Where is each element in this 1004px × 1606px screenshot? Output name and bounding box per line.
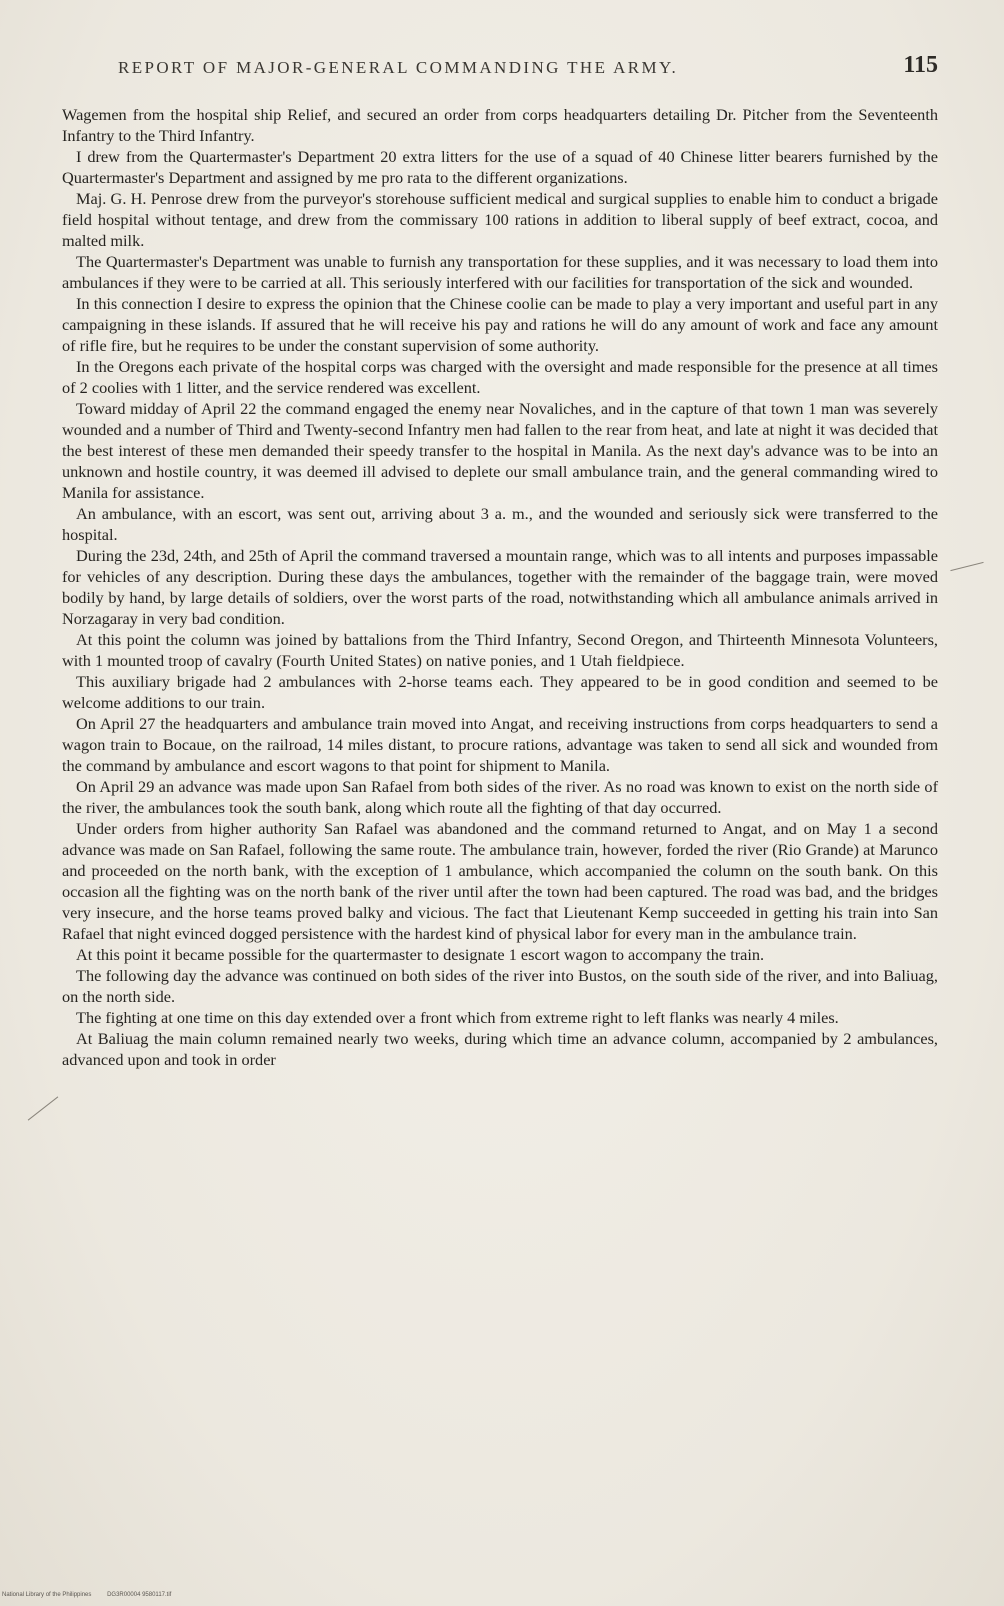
paragraph: On April 29 an advance was made upon San Rafael from both sides of the river. As no road was known to exist on the north side of the river, the ambulances took the south bank, along which route all the fighting of that day occurred. [62,777,938,817]
page-header [118,52,938,86]
paragraph: Maj. G. H. Penrose drew from the purveyor's storehouse sufficient medical and surgical supplies to enable him to conduct a brigade field hospital without tentage, and drew from the commissary 100 rations in addition to liberal supply of beef extract, cocoa, and malted milk. [62,189,938,250]
paragraph: The fighting at one time on this day extended over a front which from extreme right to left flanks was nearly 4 miles. [76,1008,839,1027]
paragraph: On April 27 the headquarters and ambulance train moved into Angat, and receiving instructions from corps headquarters to send a wagon train to Bocaue, on the railroad, 14 miles distant, to procure rations, advantage was taken to send all sick and wounded from the command by ambulance and escort wagons to that point for shipment to Manila. [62,714,938,775]
paragraph: In this connection I desire to express the opinion that the Chinese coolie can be made to play a very important and useful part in any campaigning in these islands. If assured that he will receive his pay and rations he will do any amount of work and face any amount of rifle fire, but he requires to be under the constant supervision of some authority. [62,294,938,355]
page-number: 115 [903,52,938,78]
paragraph: This auxiliary brigade had 2 ambulances with 2-horse teams each. They appeared to be in good condition and seemed to be welcome additions to our train. [62,672,938,712]
paragraph: During the 23d, 24th, and 25th of April the command traversed a mountain range, which was to all intents and purposes impassable for vehicles of any description. During these days the ambulances, together with the remainder of the baggage train, were moved bodily by hand, by large details of soldiers, over the worst parts of the road, notwithstanding which all ambulance animals arrived in Norzagaray in very bad condition. [62,546,938,628]
running-head: REPORT OF MAJOR-GENERAL COMMANDING THE ARMY. [118,58,679,77]
paragraph: Under orders from higher authority San Rafael was abandoned and the command returned to Angat, and on May 1 a second advance was made on San Rafael, following the same route. The ambulance train, however, forded the river (Rio Grande) at Marunco and proceeded on the north bank, with the exception of 1 ambulance, which accompanied the column on the south bank. On this occasion all the fighting was on the north bank of the river until after the town had been captured. The road was bad, and the bridges very insecure, and the horse teams proved balky and vicious. The fact that Lieutenant Kemp succeeded in getting his train into San Rafael that night evinced dogged persistence with the hardest kind of physical labor for every man in the ambulance train. [62,819,938,943]
paragraph: The following day the advance was continued on both sides of the river into Bustos, on the south side of the river, and into Baliuag, on the north side. [62,966,938,1006]
paragraph: An ambulance, with an escort, was sent out, arriving about 3 a. m., and the wounded and seriously sick were transferred to the hospital. [62,504,938,544]
paragraph: Wagemen from the hospital ship Relief, and secured an order from corps headquarters detailing Dr. Pitcher from the Seventeenth Infantry to the Third Infantry. [62,105,938,145]
paragraph: The Quartermaster's Department was unable to furnish any transportation for these supplies, and it was necessary to load them into ambulances if they were to be carried at all. This seriously interfered with our facilities for transportation of the sick and wounded. [62,252,938,292]
margin-pencil-mark [950,562,983,571]
body-text [62,104,938,1070]
paragraph: At this point it became possible for the quartermaster to designate 1 escort wagon to accompany the train. [76,945,765,964]
library-credit: National Library of the Philippines [2,1592,92,1598]
paragraph: At this point the column was joined by battalions from the Third Infantry, Second Oregon, and Thirteenth Minnesota Volunteers, with 1 mounted troop of cavalry (Fourth United States) on native ponies, and 1 Utah fieldpiece. [62,630,938,670]
paragraph: Toward midday of April 22 the command engaged the enemy near Novaliches, and in the capture of that town 1 man was severely wounded and a number of Third and Twenty-second Infantry men had fallen to the rear from heat, and late at night it was decided that the best interest of these men demanded their speedy transfer to the hospital in Manila. As the next day's advance was to be into an unknown and hostile country, it was deemed ill advised to deplete our small ambulance train, and the general commanding wired to Manila for assistance. [62,399,938,502]
paragraph: I drew from the Quartermaster's Department 20 extra litters for the use of a squad of 40 Chinese litter bearers furnished by the Quartermaster's Department and assigned by me pro rata to the different organizations. [62,147,938,187]
scan-id: DG3R00004 9580117.tif [107,1592,172,1598]
scan-footer [2,1592,185,1598]
paragraph: In the Oregons each private of the hospital corps was charged with the oversight and made responsible for the presence at all times of 2 coolies with 1 litter, and the service rendered was excellent. [62,357,938,397]
paragraph: At Baliuag the main column remained nearly two weeks, during which time an advance column, accompanied by 2 ambulances, advanced upon and took in order [62,1029,938,1069]
margin-pencil-mark [28,1096,59,1120]
